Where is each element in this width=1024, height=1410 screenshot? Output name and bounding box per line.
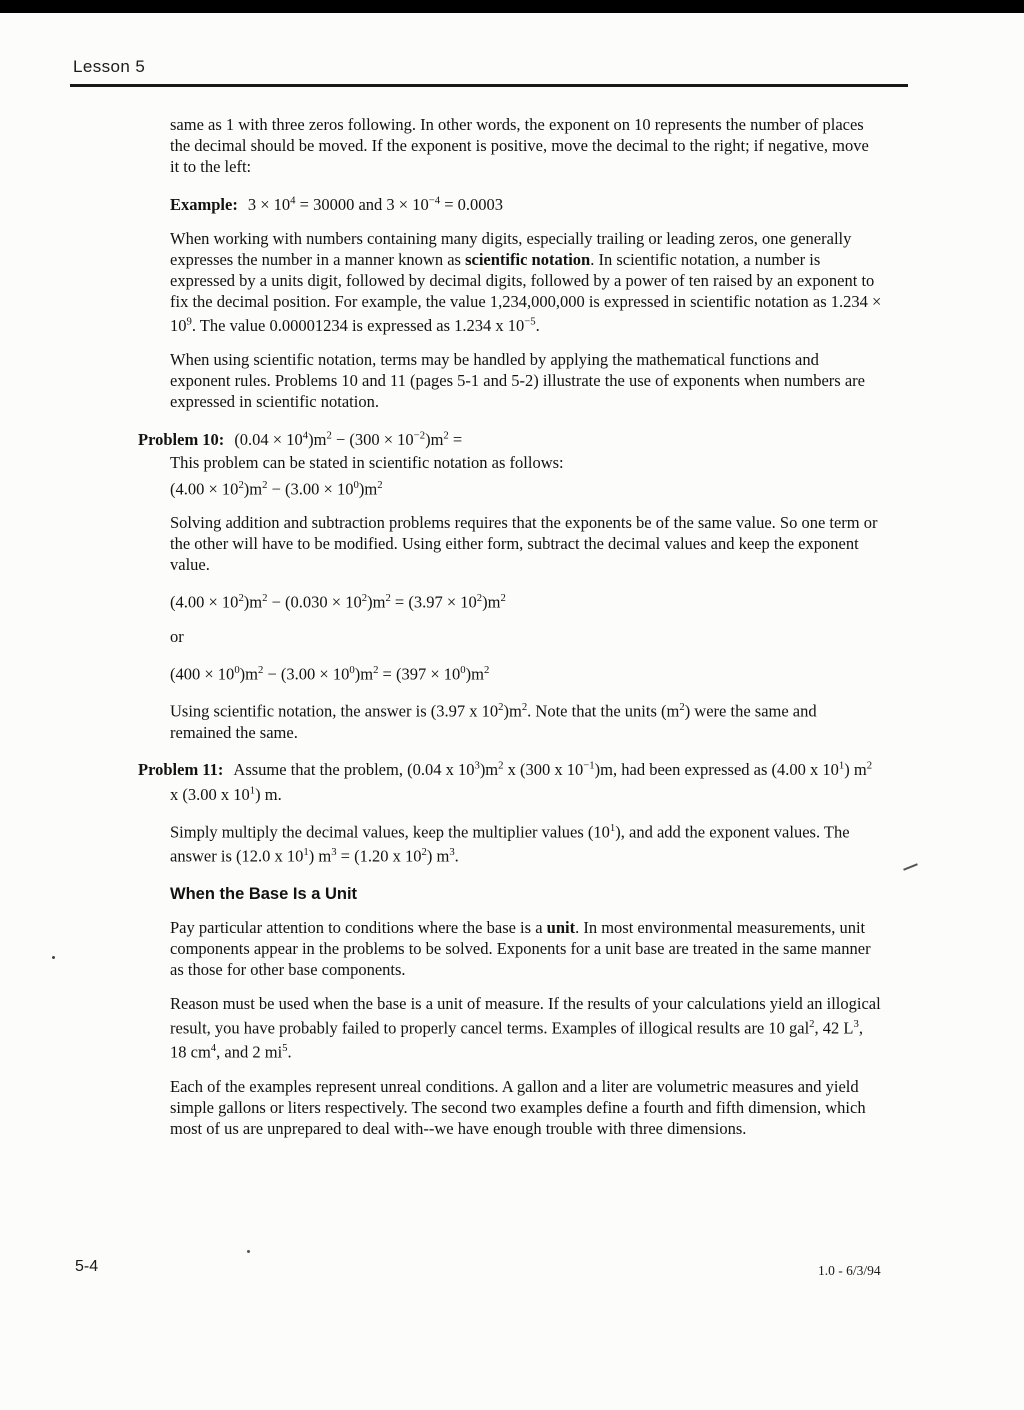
header-rule xyxy=(70,84,908,87)
unit-bold-term: unit xyxy=(546,917,576,937)
problem-10-label: Problem 10: xyxy=(138,429,225,449)
scan-artifact-top-bar xyxy=(0,0,1024,13)
problem-11-text: Assume that the problem, (0.04 x $10^3)m^2$ x (300 x $10^{-1})m$, had been expressed as (4.00 x $10^1$) $m^2$ x (3.00 x $10^1$) m. xyxy=(170,759,873,804)
paragraph-illogical-results: Reason must be used when the base is a unit of measure. If the results of your calculations yield an illogical result, you have probably failed to properly cancel terms. Examples of illogical results are 10 gal$^2$, 42 $L^3$, 18 $cm^4$, and 2 $mi^5$. xyxy=(170,993,881,1062)
problem-11-statement xyxy=(138,756,882,805)
equation-form-2: $(400 \times 10^0)m^2 - (3.00 \times 10^0)m^2 = (397 \times 10^0)m^2$ xyxy=(170,663,490,683)
paragraph-exponent-intro: same as 1 with three zeros following. In other words, the exponent on 10 represents the number of places the decimal should be moved. If the exponent is positive, move the decimal to the right; if negative, move it to the left: xyxy=(170,115,869,176)
paragraph-scientific-notation-start: When working with numbers containing many digits, especially trailing or leading zeros, one generally expresses the number in a manner known as xyxy=(170,228,852,269)
document-version: 1.0 - 6/3/94 xyxy=(818,1263,881,1278)
example-line xyxy=(170,190,882,215)
example-label: Example: xyxy=(170,194,238,214)
scan-artifact-tick-right xyxy=(903,863,918,870)
paragraph-rules-intro: When using scientific notation, terms may be handled by applying the mathematical functions and exponent rules. Problems 10 and 11 (pages 5-1 and 5-2) illustrate the use of exponents when numbers are expressed in scientific notation. xyxy=(170,350,865,411)
paragraph-answer-note: Using scientific notation, the answer is (3.97 x $10^2)m^2$. Note that the units $(m^2)$ were the same and remained the same. xyxy=(170,701,817,742)
document-body xyxy=(138,114,882,1152)
example-math: $3 \times 10^4 = 30000$ and $3 \times 10^{-4} = 0.0003$ xyxy=(247,194,504,214)
paragraph-scientific-notation-rest: . In scientific notation, a number is expressed by a units digit, followed by decimal digits, followed by a power of ten raised by an exponent to fix the decimal position. For example, the value 1,234,000,000 is expressed in scientific notation as $1.234 \times 10^9$. The value 0.00001234 is expressed as 1.234 x $10^{-5}$. xyxy=(170,249,882,335)
paragraph-unit-attention-start: Pay particular attention to conditions where the base is a xyxy=(170,917,547,937)
page-number: 5-4 xyxy=(75,1258,99,1275)
problem-10-intro: This problem can be stated in scientific notation as follows: xyxy=(170,452,564,472)
problem-10-statement xyxy=(138,425,882,450)
lesson-title: Lesson 5 xyxy=(73,57,146,76)
equation-form-1: $(4.00 \times 10^2)m^2 - (0.030 \times 10^2)m^2 = (3.97 \times 10^2)m^2$ xyxy=(170,592,506,612)
paragraph-unit-attention xyxy=(170,917,882,980)
problem-10-expression: $(0.04 \times 10^4)m^2 - (300 \times 10^{-2})m^2$ = xyxy=(234,429,463,449)
paragraph-unreal-conditions: Each of the examples represent unreal conditions. A gallon and a liter are volumetric measures and yield simple gallons or liters respectively. The second two examples define a fourth and fifth dimension, which most of us are unprepared to deal with--we have enough trouble with three dimensions. xyxy=(170,1076,866,1138)
scientific-notation-bold-term: scientific notation xyxy=(465,249,591,269)
scan-artifact-dot-left xyxy=(52,956,55,959)
paragraph-solving-rules: Solving addition and subtraction problems requires that the exponents be of the same value. So one term or the other will have to be modified. Using either form, subtract the decimal values and keep the exponent value. xyxy=(170,513,878,574)
section-heading-base-unit: When the Base Is a Unit xyxy=(170,884,358,903)
scan-artifact-dot-center xyxy=(247,1250,250,1253)
paragraph-scientific-notation xyxy=(170,228,882,337)
paragraph-multiply-rule: Simply multiply the decimal values, keep the multiplier values $(10^1)$, and add the exponent values. The answer is (12.0 x $10^1$) $m^3 = (1.20$ x $10^2$) $m^3$. xyxy=(170,821,850,866)
equation-restated: $(4.00 \times 10^2)m^2 - (3.00 \times 10^0)m^2$ xyxy=(170,478,383,498)
problem-11-label: Problem 11: xyxy=(138,760,224,779)
paragraph-unit-attention-rest: . In most environmental measurements, unit components appear in the problems to be solved. Exponents for a unit base are treated in the same manner as those for other base components. xyxy=(170,917,871,979)
or-separator: or xyxy=(170,626,184,646)
